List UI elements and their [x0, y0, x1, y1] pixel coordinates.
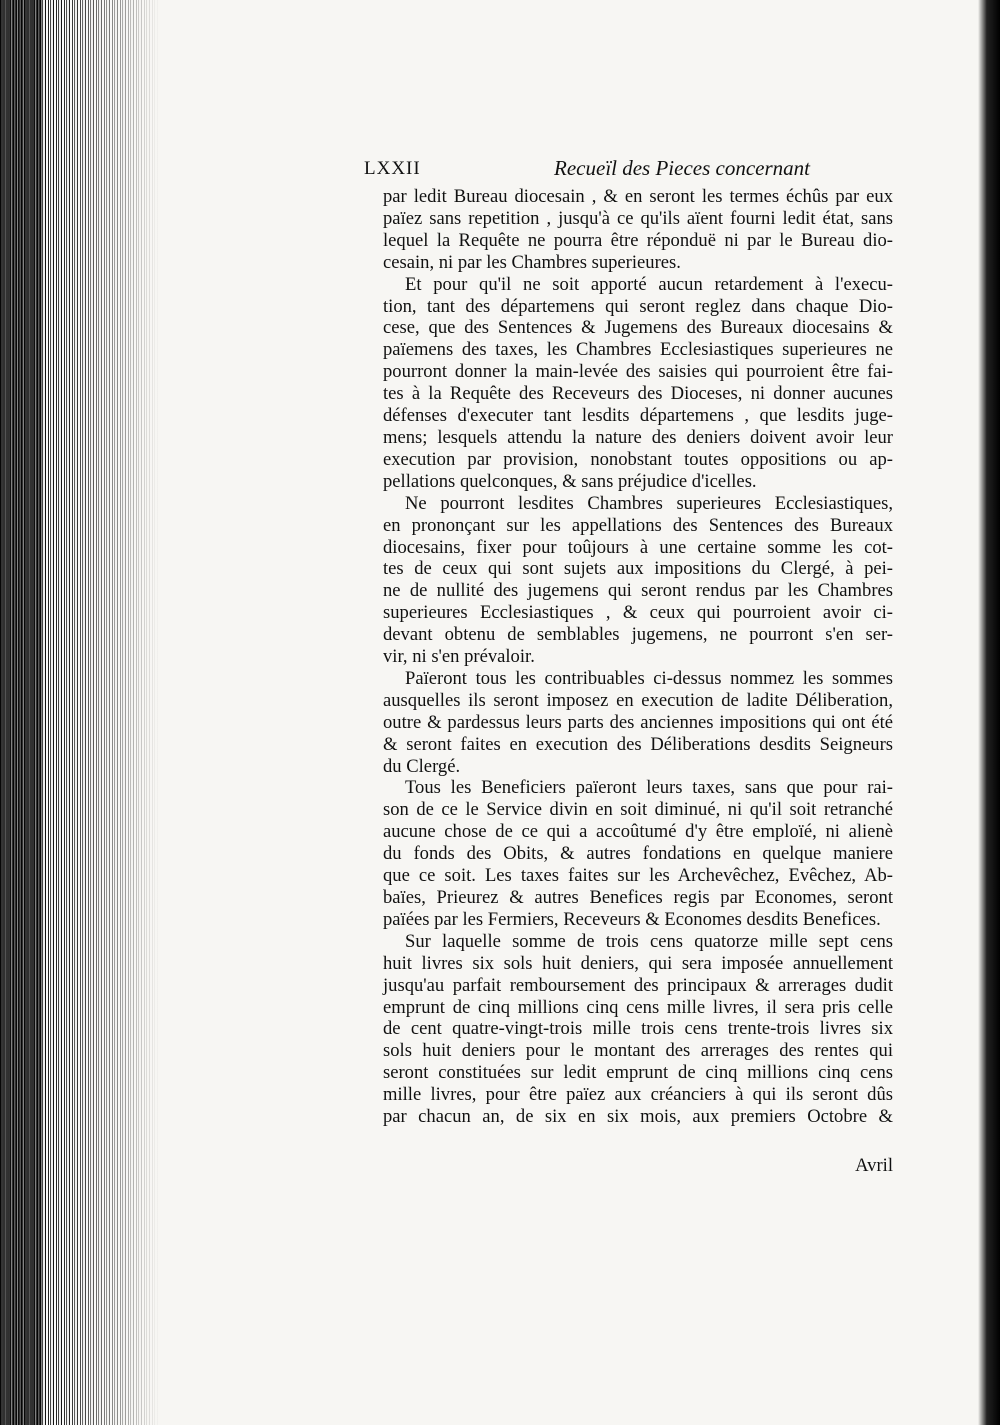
text-line: mens; lesquels attendu la nature des deniers doivent avoir leur — [383, 426, 893, 448]
text-line: de cent quatre-vingt-trois mille trois cens trente-trois livres six — [383, 1018, 893, 1040]
text-line: pellations quelconques, & sans préjudice d'icelles. — [383, 470, 757, 492]
text-line: diocesains, fixer pour toûjours à une certaine somme les cot- — [383, 536, 893, 558]
text-line: païemens des taxes, les Chambres Ecclesiastiques superieures ne — [383, 339, 893, 361]
running-title: Recueïl des Pieces concernant — [554, 156, 810, 180]
text-line: lequel la Requête ne pourra être réponduë ni par le Bureau dio- — [383, 229, 893, 251]
text-line: du fonds des Obits, & autres fondations en quelque maniere — [383, 843, 893, 865]
text-line: huit livres six sols huit deniers, qui sera imposée annuellement — [383, 952, 893, 974]
text-line: aucune chose de ce qui a accoûtumé d'y être emploïé, ni alienè — [383, 821, 893, 843]
text-line: pourront donner la main-levée des saisies qui pourroient être fai- — [383, 361, 893, 383]
text-line: seront constituées sur ledit emprunt de cinq millions cinq cens — [383, 1062, 893, 1084]
text-line: outre & pardessus leurs parts des anciennes impositions qui ont été — [383, 711, 893, 733]
text-line: execution par provision, nonobstant toutes oppositions ou ap- — [383, 448, 893, 470]
text-line: Tous les Beneficiers païeront leurs taxes, sans que pour rai- — [405, 777, 893, 799]
text-line: sols huit deniers pour le montant des arrerages des rentes qui — [383, 1040, 893, 1062]
text-line: devant obtenu de semblables jugemens, ne pourront s'en ser- — [383, 624, 893, 646]
text-line: Et pour qu'il ne soit apporté aucun retardement à l'execu- — [405, 273, 893, 295]
text-line: superieures Ecclesiastiques , & ceux qui pourroient avoir ci- — [383, 602, 893, 624]
text-line: tion, tant des départemens qui seront reglez dans chaque Dio- — [383, 295, 893, 317]
text-line: par chacun an, de six en six mois, aux premiers Octobre & — [383, 1106, 893, 1128]
text-line: ausquelles ils seront imposez en execution de ladite Déliberation, — [383, 689, 893, 711]
text-line: baïes, Prieurez & autres Benefices regis par Economes, seront — [383, 887, 893, 908]
text-line: emprunt de cinq millions cinq cens mille livres, il sera pris celle — [383, 996, 893, 1018]
text-line: Païeront tous les contribuables ci-dessus nommez les sommes — [405, 667, 893, 689]
text-line: mille livres, pour être païez aux créanciers à qui ils seront dûs — [383, 1084, 893, 1106]
book-edge-band — [0, 0, 42, 1425]
page-edge-shadow — [0, 0, 160, 1425]
text-line: jusqu'au parfait remboursement des principaux & arrerages dudit — [383, 974, 893, 996]
text-line: tes de ceux qui sont sujets aux impositions du Clergé, à pei- — [383, 558, 893, 580]
text-line: vir, ni s'en prévaloir. — [383, 646, 535, 668]
text-line: en prononçant sur les appellations des Sentences des Bureaux — [383, 514, 893, 536]
text-line: défenses d'executer tant lesdits départemens , que lesdits juge- — [383, 405, 893, 427]
text-line: par ledit Bureau diocesain , & en seront les termes échûs par eux — [383, 186, 893, 207]
text-line: du Clergé. — [383, 755, 461, 777]
book-edge-fade — [60, 0, 160, 1425]
text-line: Ne pourront lesdites Chambres superieures Ecclesiastiques, — [405, 492, 893, 514]
text-line: païez sans repetition , jusqu'à ce qu'ils aïent fourni ledit état, sans — [383, 207, 893, 229]
text-line: Sur laquelle somme de trois cens quatorze mille sept cens — [405, 930, 893, 952]
folio-number: LXXII — [364, 158, 421, 179]
body-text — [383, 186, 893, 1128]
text-line: tes à la Requête des Receveurs des Dioceses, ni donner aucunes — [383, 383, 893, 405]
text-line: cesain, ni par les Chambres superieures. — [383, 251, 681, 273]
text-line: que ce soit. Les taxes faites sur les Archevêchez, Evêchez, Ab- — [383, 865, 893, 887]
text-line: cese, que des Sentences & Jugemens des Bureaux diocesains & — [383, 317, 893, 339]
text-line: son de ce le Service divin en soit diminué, ni qu'il soit retranché — [383, 799, 893, 821]
right-page-edge — [978, 0, 1000, 1425]
text-line: ne de nullité des jugemens qui seront rendus par les Chambres — [383, 580, 893, 602]
text-line: païées par les Fermiers, Receveurs & Economes desdits Benefices. — [383, 908, 881, 930]
catchword: Avril — [855, 1155, 893, 1176]
text-line: & seront faites en execution des Déliberations desdits Seigneurs — [383, 733, 893, 755]
